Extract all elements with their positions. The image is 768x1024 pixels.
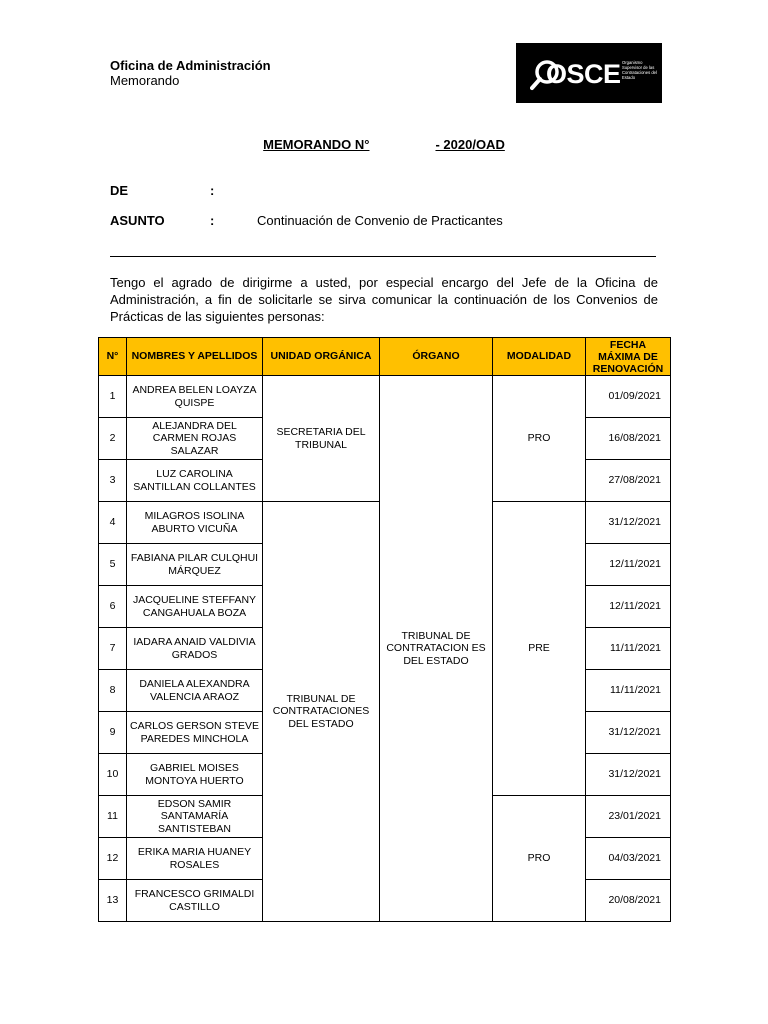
logo-subtitle: Organismo Supervisor de las Contrataciones del Estado xyxy=(622,60,657,80)
row-name: CARLOS GERSON STEVE PAREDES MINCHOLA xyxy=(127,712,263,754)
row-num: 7 xyxy=(99,628,127,670)
memo-title-prefix: MEMORANDO N° xyxy=(263,137,370,152)
memo-title-suffix: - 2020/OAD xyxy=(435,137,505,152)
header-num: N° xyxy=(99,338,127,376)
asunto-colon: : xyxy=(210,213,215,228)
memo-title xyxy=(0,137,768,152)
row-name: ERIKA MARIA HUANEY ROSALES xyxy=(127,838,263,880)
row-date: 31/12/2021 xyxy=(586,754,671,796)
row-date: 11/11/2021 xyxy=(586,628,671,670)
header-unit: UNIDAD ORGÁNICA xyxy=(263,338,380,376)
row-name: ALEJANDRA DEL CARMEN ROJAS SALAZAR xyxy=(127,418,263,460)
row-num: 12 xyxy=(99,838,127,880)
asunto-value: Continuación de Convenio de Practicantes xyxy=(257,213,503,228)
document-header xyxy=(110,58,271,88)
row-num: 10 xyxy=(99,754,127,796)
row-date: 23/01/2021 xyxy=(586,796,671,838)
row-num: 9 xyxy=(99,712,127,754)
memo-body: Tengo el agrado de dirigirme a usted, por especial encargo del Jefe de la Oficina de Administración, a fin de solicitarle se sirva comunicar la continuación de los Convenios de Prácticas de las siguientes personas: xyxy=(110,275,658,324)
row-name: LUZ CAROLINA SANTILLAN COLLANTES xyxy=(127,460,263,502)
row-num: 4 xyxy=(99,502,127,544)
row-num: 11 xyxy=(99,796,127,838)
row-date: 12/11/2021 xyxy=(586,544,671,586)
row-num: 6 xyxy=(99,586,127,628)
row-name: GABRIEL MOISES MONTOYA HUERTO xyxy=(127,754,263,796)
header-organ: ÓRGANO xyxy=(380,338,493,376)
row-num: 5 xyxy=(99,544,127,586)
document-type: Memorando xyxy=(110,73,180,88)
de-colon: : xyxy=(210,183,215,198)
row-date: 01/09/2021 xyxy=(586,376,671,418)
practicantes-table xyxy=(98,337,671,922)
mode-pro-2: PRO xyxy=(493,796,586,922)
row-num: 3 xyxy=(99,460,127,502)
office-name: Oficina de Administración xyxy=(110,58,271,73)
table-row xyxy=(99,376,671,418)
table-header-row xyxy=(99,338,671,376)
mode-pro-1: PRO xyxy=(493,376,586,502)
row-name: FRANCESCO GRIMALDI CASTILLO xyxy=(127,880,263,922)
row-num: 13 xyxy=(99,880,127,922)
mode-pre: PRE xyxy=(493,502,586,796)
row-name: DANIELA ALEXANDRA VALENCIA ARAOZ xyxy=(127,670,263,712)
row-name: MILAGROS ISOLINA ABURTO VICUÑA xyxy=(127,502,263,544)
row-date: 11/11/2021 xyxy=(586,670,671,712)
row-date: 12/11/2021 xyxy=(586,586,671,628)
header-date: FECHA MÁXIMA DE RENOVACIÓN xyxy=(586,338,671,376)
row-name: IADARA ANAID VALDIVIA GRADOS xyxy=(127,628,263,670)
row-name: ANDREA BELEN LOAYZA QUISPE xyxy=(127,376,263,418)
header-mode: MODALIDAD xyxy=(493,338,586,376)
row-date: 04/03/2021 xyxy=(586,838,671,880)
row-name: FABIANA PILAR CULQHUI MÁRQUEZ xyxy=(127,544,263,586)
header-names: NOMBRES Y APELLIDOS xyxy=(127,338,263,376)
row-date: 31/12/2021 xyxy=(586,502,671,544)
divider xyxy=(110,256,656,257)
logo-brand: OSCE xyxy=(546,59,621,89)
unit-secretaria: SECRETARIA DEL TRIBUNAL xyxy=(263,376,380,502)
unit-tribunal: TRIBUNAL DE CONTRATACIONES DEL ESTADO xyxy=(263,502,380,922)
row-num: 2 xyxy=(99,418,127,460)
de-label: DE xyxy=(110,183,129,198)
row-name: JACQUELINE STEFFANY CANGAHUALA BOZA xyxy=(127,586,263,628)
row-name: EDSON SAMIR SANTAMARÍA SANTISTEBAN xyxy=(127,796,263,838)
row-num: 1 xyxy=(99,376,127,418)
row-date: 31/12/2021 xyxy=(586,712,671,754)
row-date: 27/08/2021 xyxy=(586,460,671,502)
row-date: 16/08/2021 xyxy=(586,418,671,460)
row-num: 8 xyxy=(99,670,127,712)
osce-logo xyxy=(516,43,662,103)
row-date: 20/08/2021 xyxy=(586,880,671,922)
asunto-label: ASUNTO xyxy=(110,213,165,228)
organ-cell: TRIBUNAL DE CONTRATACION ES DEL ESTADO xyxy=(380,376,493,922)
